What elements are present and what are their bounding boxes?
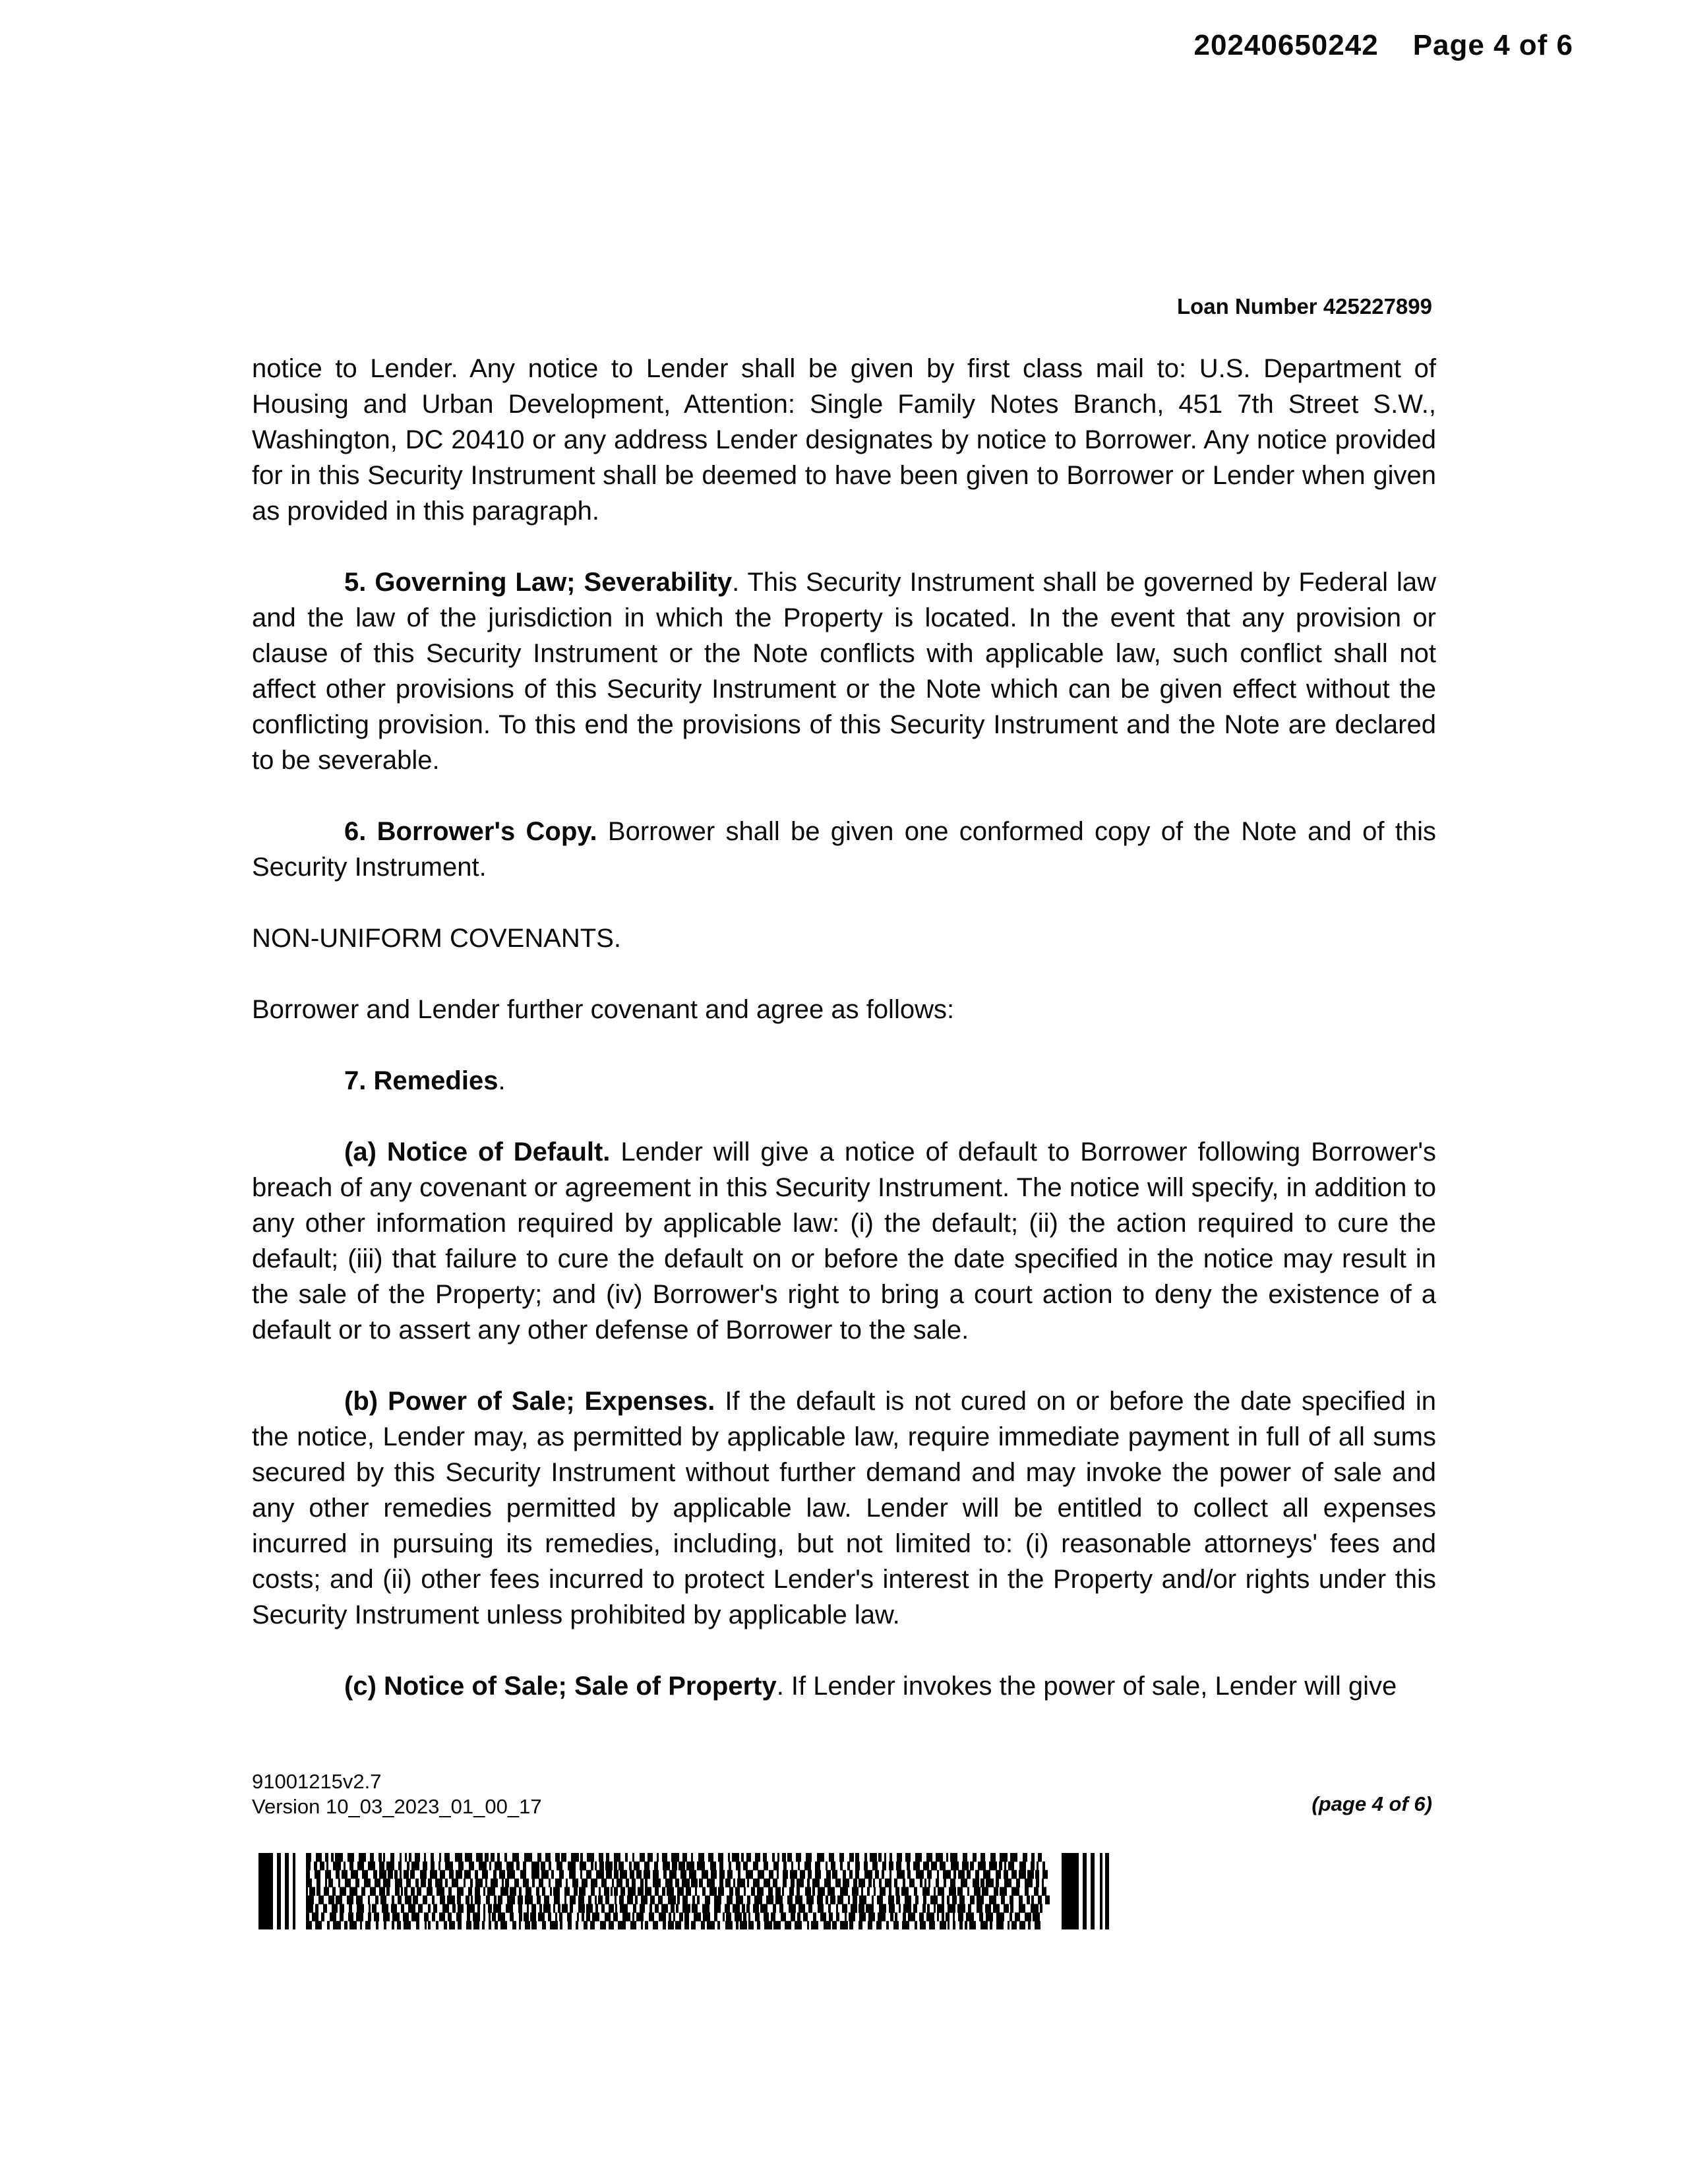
- section-5-heading: 5. Governing Law; Severability: [344, 568, 733, 597]
- paragraph-notice-to-lender: notice to Lender. Any notice to Lender shall be given by first class mail to: U.S. Department of Housing and Urban Development, Attention: Single Family Notes Branch, 451 7th Street S.W., Washington, DC 20410 or any address Lender designates by notice to Borrower. Any notice provided for in this Security Instrument shall be deemed to have been given to Borrower or Lender when given as provided in this paragraph.: [252, 354, 1436, 526]
- recording-header: [1194, 29, 1574, 62]
- subsection-c-heading: (c) Notice of Sale; Sale of Property: [344, 1672, 777, 1701]
- footer-page-number: (page 4 of 6): [1311, 1792, 1432, 1815]
- subsection-b-text: If the default is not cured on or before the date specified in the notice, Lender may, as permitted by applicable law, require immediate payment in full of all sums secured by this Security Instrument without further demand and may invoke the power of sale and any other remedies permitted by applicable law. Lender will be entitled to collect all expenses incurred in pursuing its remedies, including, but not limited to: (i) reasonable attorneys' fees and costs; and (ii) other fees incurred to protect Lender's interest in the Property and/or rights under this Security Instrument unless prohibited by applicable law.: [252, 1387, 1436, 1629]
- barcode-image: [258, 1853, 1109, 1929]
- document-number: 20240650242: [1193, 29, 1379, 61]
- section-7-remedies: [252, 1063, 1436, 1099]
- subsection-c-text: . If Lender invokes the power of sale, Lender will give: [776, 1672, 1397, 1701]
- subsection-a-notice-of-default: [252, 1134, 1436, 1348]
- subsection-a-text: Lender will give a notice of default to Borrower following Borrower's breach of any covenant or agreement in this Security Instrument. The notice will specify, in addition to any other information required by applicable law: (i) the default; (ii) the action required to cure the default; (iii) that failure to cure the default on or before the date specified in the notice may result in the sale of the Property; and (iv) Borrower's right to bring a court action to deny the existence of a default or to assert any other defense of Borrower to the sale.: [252, 1138, 1437, 1345]
- section-5-governing-law: [252, 564, 1436, 778]
- loan-number: Loan Number 425227899: [1176, 294, 1432, 318]
- form-version: Version 10_03_2023_01_00_17: [252, 1795, 542, 1818]
- subsection-a-heading: (a) Notice of Default.: [344, 1138, 611, 1167]
- section-6-borrowers-copy: [252, 814, 1436, 885]
- form-id: 91001215v2.7: [252, 1770, 382, 1793]
- section-6-heading: 6. Borrower's Copy.: [344, 817, 597, 846]
- section-6-text: Borrower shall be given one conformed copy of the Note and of this Security Instrument.: [252, 817, 1436, 882]
- document-body: [252, 351, 1436, 1740]
- section-5-text: . This Security Instrument shall be governed by Federal law and the law of the jurisdiction in which the Property is located. In the event that any provision or clause of this Security Instrument or the Note conflicts with applicable law, such conflict shall not affect other provisions of this Security Instrument or the Note which can be given effect without the conflicting provision. To this end the provisions of this Security Instrument and the Note are declared to be severable.: [252, 568, 1436, 775]
- footer-form-info: [252, 1769, 542, 1819]
- page-indicator: Page 4 of 6: [1412, 29, 1573, 61]
- subsection-c-notice-of-sale: [252, 1668, 1436, 1704]
- subsection-b-power-of-sale: [252, 1383, 1436, 1633]
- section-7-heading: 7. Remedies: [344, 1066, 498, 1095]
- subsection-b-heading: (b) Power of Sale; Expenses.: [344, 1387, 715, 1416]
- further-covenant-text: Borrower and Lender further covenant and agree as follows:: [252, 995, 955, 1024]
- non-uniform-covenants-heading: NON-UNIFORM COVENANTS.: [252, 924, 621, 953]
- section-7-dot: .: [498, 1066, 506, 1095]
